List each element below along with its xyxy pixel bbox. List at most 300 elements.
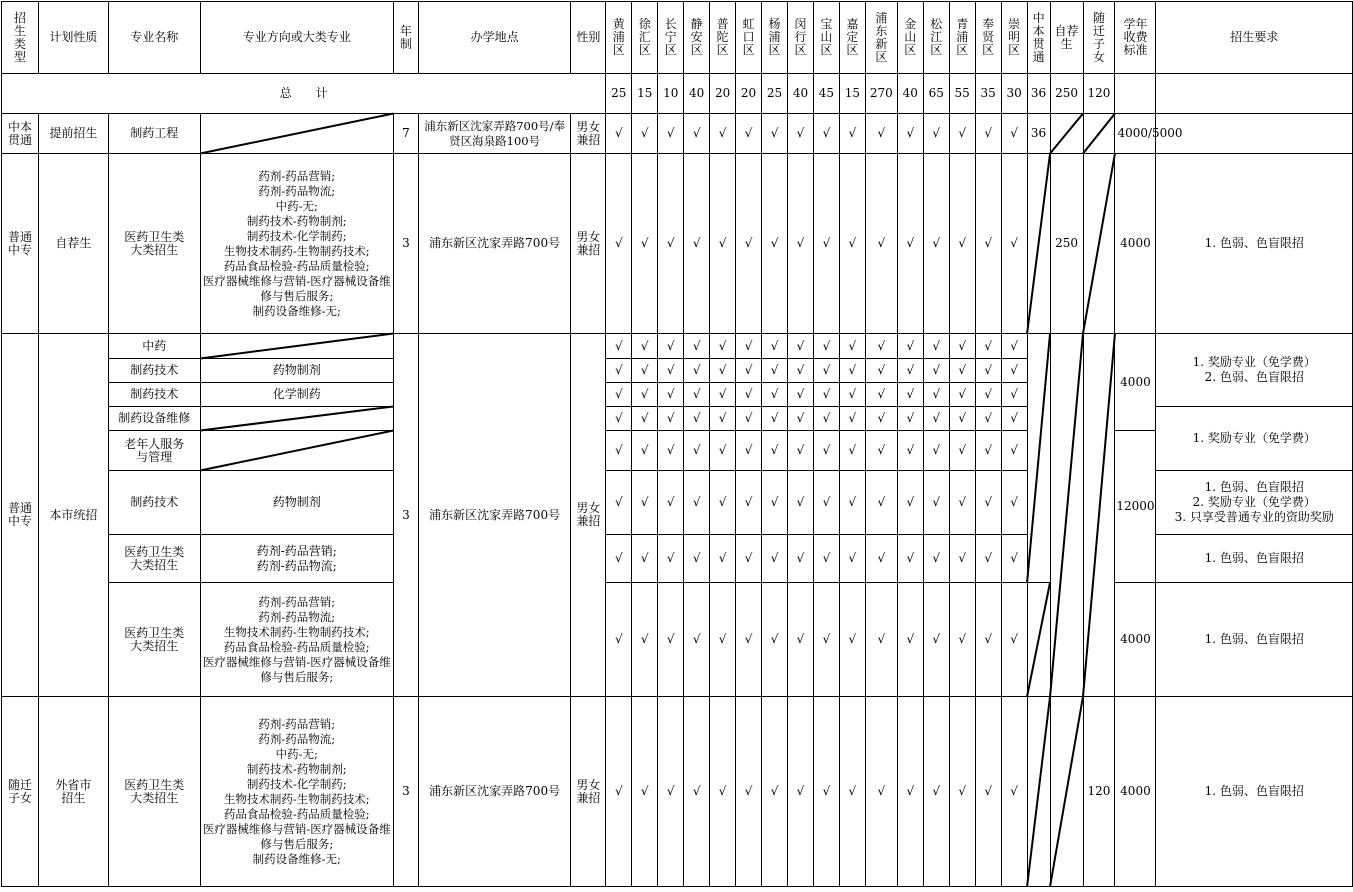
- check: √: [975, 471, 1001, 535]
- check: √: [658, 583, 684, 697]
- check: √: [923, 334, 949, 359]
- check: √: [684, 535, 710, 583]
- header-district: 闵行区: [788, 2, 814, 74]
- plan-row: [2, 431, 1353, 471]
- check: √: [839, 697, 865, 887]
- total-count: 35: [975, 74, 1001, 114]
- enrollment-type: 普通中专: [2, 334, 39, 697]
- check: √: [762, 697, 788, 887]
- fee: 4000: [1115, 697, 1156, 887]
- check: √: [865, 154, 897, 334]
- years: 3: [393, 154, 418, 334]
- check: √: [606, 535, 632, 583]
- header-district: 静安区: [684, 2, 710, 74]
- check: √: [897, 697, 923, 887]
- check: √: [710, 535, 736, 583]
- check: √: [839, 535, 865, 583]
- check: √: [710, 697, 736, 887]
- check: √: [865, 383, 897, 407]
- check: √: [658, 471, 684, 535]
- total-count: 15: [632, 74, 658, 114]
- check: √: [949, 359, 975, 383]
- check: √: [949, 407, 975, 431]
- fee: 4000: [1115, 583, 1156, 697]
- check: √: [975, 431, 1001, 471]
- check: √: [839, 359, 865, 383]
- check: √: [813, 154, 839, 334]
- check: √: [1001, 383, 1027, 407]
- header-location: 办学地点: [418, 2, 570, 74]
- check: √: [949, 431, 975, 471]
- zjs-empty: [1050, 114, 1083, 154]
- check: √: [788, 583, 814, 697]
- check: √: [684, 697, 710, 887]
- direction-empty: [200, 407, 393, 431]
- header-plan-nature: 计划性质: [38, 2, 108, 74]
- check: √: [658, 114, 684, 154]
- fee: 12000: [1115, 431, 1156, 583]
- check: √: [865, 407, 897, 431]
- check: √: [710, 431, 736, 471]
- location: 浦东新区沈家弄路700号/奉贤区海泉路100号: [418, 114, 570, 154]
- zbgt-empty: [1027, 583, 1050, 697]
- check: √: [865, 471, 897, 535]
- check: √: [684, 334, 710, 359]
- check: √: [1001, 114, 1027, 154]
- requirements: 1. 色弱、色盲限招: [1156, 154, 1353, 334]
- location: 浦东新区沈家弄路700号: [418, 334, 570, 697]
- zbgt-empty: [1027, 334, 1050, 583]
- major-name: 医药卫生类大类招生: [108, 154, 200, 334]
- check: √: [865, 535, 897, 583]
- check: √: [949, 383, 975, 407]
- check: √: [923, 407, 949, 431]
- check: √: [839, 407, 865, 431]
- check: √: [975, 334, 1001, 359]
- check: √: [897, 407, 923, 431]
- zbgt-empty: [1027, 154, 1050, 334]
- check: √: [923, 359, 949, 383]
- check: √: [632, 154, 658, 334]
- check: √: [762, 535, 788, 583]
- check: √: [788, 334, 814, 359]
- enrollment-type: 普通中专: [2, 154, 39, 334]
- check: √: [1001, 431, 1027, 471]
- check: √: [813, 407, 839, 431]
- header-district: 松江区: [923, 2, 949, 74]
- check: √: [684, 431, 710, 471]
- check: √: [923, 697, 949, 887]
- check: √: [897, 471, 923, 535]
- check: √: [632, 383, 658, 407]
- check: √: [658, 535, 684, 583]
- check: √: [710, 154, 736, 334]
- zbgt-empty: [1027, 697, 1050, 887]
- header-zjs: 自荐生: [1050, 2, 1083, 74]
- check: √: [684, 114, 710, 154]
- total-count: 40: [788, 74, 814, 114]
- location: 浦东新区沈家弄路700号: [418, 154, 570, 334]
- years: 3: [393, 697, 418, 887]
- check: √: [865, 359, 897, 383]
- check: √: [923, 114, 949, 154]
- check: √: [975, 114, 1001, 154]
- requirements: 1. 奖励专业（免学费）: [1156, 407, 1353, 471]
- check: √: [710, 471, 736, 535]
- check: √: [949, 154, 975, 334]
- check: √: [1001, 407, 1027, 431]
- enrollment-plan-table: [1, 1, 1353, 887]
- check: √: [839, 334, 865, 359]
- direction: 药物制剂: [200, 359, 393, 383]
- check: √: [632, 334, 658, 359]
- check: √: [736, 407, 762, 431]
- check: √: [949, 697, 975, 887]
- check: √: [762, 334, 788, 359]
- check: √: [923, 154, 949, 334]
- check: √: [736, 431, 762, 471]
- check: √: [897, 583, 923, 697]
- total-count: 40: [897, 74, 923, 114]
- check: √: [788, 431, 814, 471]
- check: √: [710, 334, 736, 359]
- total-label: 总 计: [2, 74, 606, 114]
- major-name: 制药技术: [108, 383, 200, 407]
- header-fee: 学年收费标准: [1115, 2, 1156, 74]
- check: √: [684, 407, 710, 431]
- check: √: [923, 431, 949, 471]
- header-sqzn: 随迁子女: [1083, 2, 1115, 74]
- years: 3: [393, 334, 418, 697]
- total-count: 40: [684, 74, 710, 114]
- check: √: [710, 583, 736, 697]
- requirements: 1. 色弱、色盲限招: [1156, 535, 1353, 583]
- header-direction: 专业方向或大类专业: [200, 2, 393, 74]
- major-name: 制药技术: [108, 471, 200, 535]
- total-sqzn: 120: [1083, 74, 1115, 114]
- total-count: 65: [923, 74, 949, 114]
- check: √: [897, 154, 923, 334]
- direction-list: 药剂-药品营销; 药剂-药品物流; 生物技术制药-生物制药技术; 药品食品检验-药品质量检验; 医疗器械维修与营销-医疗器械设备维修与售后服务;: [200, 583, 393, 697]
- years: 7: [393, 114, 418, 154]
- check: √: [658, 154, 684, 334]
- sqzn-empty: [1083, 114, 1115, 154]
- check: √: [736, 583, 762, 697]
- check: √: [788, 114, 814, 154]
- header-district: 浦东新区: [865, 2, 897, 74]
- fee: 4000: [1115, 154, 1156, 334]
- requirements: 1. 奖励专业（免学费） 2. 色弱、色盲限招: [1156, 334, 1353, 407]
- total-count: 270: [865, 74, 897, 114]
- check: √: [839, 583, 865, 697]
- check: √: [658, 431, 684, 471]
- check: √: [865, 431, 897, 471]
- requirements: 1. 色弱、色盲限招: [1156, 583, 1353, 697]
- check: √: [658, 383, 684, 407]
- plan-row: [2, 697, 1353, 887]
- plan-nature: 外省市招生: [38, 697, 108, 887]
- check: √: [658, 334, 684, 359]
- check: √: [813, 334, 839, 359]
- total-zbgt: 36: [1027, 74, 1050, 114]
- zjs-empty: [1050, 697, 1083, 887]
- check: √: [897, 114, 923, 154]
- major-name: 中药: [108, 334, 200, 359]
- header-years: 年制: [393, 2, 418, 74]
- check: √: [736, 383, 762, 407]
- requirements: 1. 色弱、色盲限招 2. 奖励专业（免学费） 3. 只享受普通专业的资助奖励: [1156, 471, 1353, 535]
- header-gender: 性别: [571, 2, 606, 74]
- plan-row: [2, 154, 1353, 334]
- header-district: 长宁区: [658, 2, 684, 74]
- check: √: [923, 383, 949, 407]
- check: √: [865, 583, 897, 697]
- check: √: [788, 359, 814, 383]
- direction: 药物制剂: [200, 471, 393, 535]
- zbgt-count: 36: [1027, 114, 1050, 154]
- check: √: [975, 383, 1001, 407]
- total-count: 15: [839, 74, 865, 114]
- header-major-name: 专业名称: [108, 2, 200, 74]
- check: √: [632, 431, 658, 471]
- check: √: [762, 583, 788, 697]
- header-zbgt: 中本贯通: [1027, 2, 1050, 74]
- check: √: [606, 583, 632, 697]
- check: √: [736, 471, 762, 535]
- header-district: 杨浦区: [762, 2, 788, 74]
- plan-nature: 自荐生: [38, 154, 108, 334]
- total-count: 45: [813, 74, 839, 114]
- check: √: [813, 583, 839, 697]
- gender: 男女兼招: [571, 154, 606, 334]
- header-row: [2, 2, 1353, 74]
- check: √: [813, 383, 839, 407]
- sqzn-empty: [1083, 334, 1115, 697]
- check: √: [813, 535, 839, 583]
- check: √: [897, 431, 923, 471]
- total-count: 20: [736, 74, 762, 114]
- major-name: 医药卫生类大类招生: [108, 583, 200, 697]
- gender: 男女兼招: [571, 114, 606, 154]
- header-district: 普陀区: [710, 2, 736, 74]
- check: √: [606, 431, 632, 471]
- sqzn-count: 120: [1083, 697, 1115, 887]
- check: √: [632, 359, 658, 383]
- check: √: [632, 471, 658, 535]
- check: √: [710, 114, 736, 154]
- check: √: [813, 471, 839, 535]
- total-requirements: [1156, 74, 1353, 114]
- requirements: 1. 色弱、色盲限招: [1156, 697, 1353, 887]
- total-count: 25: [606, 74, 632, 114]
- header-district: 虹口区: [736, 2, 762, 74]
- check: √: [1001, 334, 1027, 359]
- header-district: 黄浦区: [606, 2, 632, 74]
- check: √: [839, 154, 865, 334]
- check: √: [762, 114, 788, 154]
- check: √: [632, 407, 658, 431]
- check: √: [1001, 471, 1027, 535]
- major-name: 制药设备维修: [108, 407, 200, 431]
- check: √: [632, 697, 658, 887]
- check: √: [736, 154, 762, 334]
- header-enrollment-type: 招生类型: [2, 2, 39, 74]
- enrollment-type: 中本贯通: [2, 114, 39, 154]
- total-row: [2, 74, 1353, 114]
- sqzn-empty: [1083, 154, 1115, 334]
- check: √: [923, 471, 949, 535]
- check: √: [658, 359, 684, 383]
- plan-nature: 提前招生: [38, 114, 108, 154]
- location: 浦东新区沈家弄路700号: [418, 697, 570, 887]
- total-fee: [1115, 74, 1156, 114]
- direction-empty: [200, 334, 393, 359]
- check: √: [684, 359, 710, 383]
- direction-empty: [200, 431, 393, 471]
- check: √: [762, 383, 788, 407]
- check: √: [813, 114, 839, 154]
- total-count: 55: [949, 74, 975, 114]
- check: √: [1001, 154, 1027, 334]
- major-name: 医药卫生类大类招生: [108, 697, 200, 887]
- check: √: [658, 407, 684, 431]
- check: √: [736, 334, 762, 359]
- check: √: [606, 471, 632, 535]
- check: √: [710, 383, 736, 407]
- check: √: [975, 583, 1001, 697]
- check: √: [788, 471, 814, 535]
- check: √: [788, 383, 814, 407]
- check: √: [1001, 697, 1027, 887]
- check: √: [813, 359, 839, 383]
- check: √: [949, 114, 975, 154]
- check: √: [606, 383, 632, 407]
- header-district: 奉贤区: [975, 2, 1001, 74]
- gender: 男女兼招: [571, 334, 606, 697]
- header-district: 嘉定区: [839, 2, 865, 74]
- check: √: [606, 154, 632, 334]
- major-name: 制药技术: [108, 359, 200, 383]
- major-name: 医药卫生类大类招生: [108, 535, 200, 583]
- direction-list: 药剂-药品营销; 药剂-药品物流; 中药-无; 制药技术-药物制剂; 制药技术-化学制药; 生物技术制药-生物制药技术; 药品食品检验-药品质量检验; 医疗器械维修与营销-医疗器械设备维修与售后服务; 制药设备维修-无;: [200, 154, 393, 334]
- major-name: 老年人服务与管理: [108, 431, 200, 471]
- check: √: [813, 431, 839, 471]
- check: √: [975, 154, 1001, 334]
- total-count: 25: [762, 74, 788, 114]
- check: √: [762, 471, 788, 535]
- direction-list: 药剂-药品营销; 药剂-药品物流;: [200, 535, 393, 583]
- total-count: 20: [710, 74, 736, 114]
- header-district: 青浦区: [949, 2, 975, 74]
- header-district: 金山区: [897, 2, 923, 74]
- enrollment-type: 随迁子女: [2, 697, 39, 887]
- header-requirements: 招生要求: [1156, 2, 1353, 74]
- check: √: [684, 383, 710, 407]
- check: √: [606, 114, 632, 154]
- check: √: [865, 334, 897, 359]
- zjs-count: 250: [1050, 154, 1083, 334]
- check: √: [632, 114, 658, 154]
- requirements-empty: [1156, 114, 1353, 154]
- plan-row: [2, 334, 1353, 359]
- check: √: [684, 154, 710, 334]
- check: √: [839, 383, 865, 407]
- check: √: [736, 114, 762, 154]
- check: √: [736, 535, 762, 583]
- check: √: [897, 383, 923, 407]
- check: √: [975, 697, 1001, 887]
- check: √: [897, 334, 923, 359]
- check: √: [975, 407, 1001, 431]
- zjs-empty: [1050, 334, 1083, 697]
- check: √: [897, 359, 923, 383]
- check: √: [975, 359, 1001, 383]
- total-zjs: 250: [1050, 74, 1083, 114]
- check: √: [762, 359, 788, 383]
- check: √: [762, 431, 788, 471]
- fee: 4000/5000: [1115, 114, 1156, 154]
- check: √: [949, 334, 975, 359]
- check: √: [1001, 583, 1027, 697]
- check: √: [684, 471, 710, 535]
- check: √: [736, 359, 762, 383]
- total-count: 30: [1001, 74, 1027, 114]
- check: √: [658, 697, 684, 887]
- check: √: [813, 697, 839, 887]
- check: √: [606, 697, 632, 887]
- check: √: [865, 697, 897, 887]
- check: √: [632, 535, 658, 583]
- check: √: [1001, 535, 1027, 583]
- check: √: [710, 359, 736, 383]
- direction-list: 药剂-药品营销; 药剂-药品物流; 中药-无; 制药技术-药物制剂; 制药技术-化学制药; 生物技术制药-生物制药技术; 药品食品检验-药品质量检验; 医疗器械维修与营销-医疗器械设备维修与售后服务; 制药设备维修-无;: [200, 697, 393, 887]
- check: √: [949, 535, 975, 583]
- check: √: [710, 407, 736, 431]
- check: √: [606, 334, 632, 359]
- header-district: 徐汇区: [632, 2, 658, 74]
- check: √: [839, 114, 865, 154]
- check: √: [975, 535, 1001, 583]
- check: √: [949, 583, 975, 697]
- plan-row: [2, 583, 1353, 697]
- fee: 4000: [1115, 334, 1156, 431]
- plan-nature: 本市统招: [38, 334, 108, 697]
- check: √: [839, 431, 865, 471]
- check: √: [788, 535, 814, 583]
- check: √: [897, 535, 923, 583]
- header-district: 宝山区: [813, 2, 839, 74]
- gender: 男女兼招: [571, 697, 606, 887]
- direction-empty: [200, 114, 393, 154]
- check: √: [1001, 359, 1027, 383]
- check: √: [788, 154, 814, 334]
- major-name: 制药工程: [108, 114, 200, 154]
- check: √: [839, 471, 865, 535]
- total-count: 10: [658, 74, 684, 114]
- check: √: [865, 114, 897, 154]
- check: √: [684, 583, 710, 697]
- check: √: [923, 535, 949, 583]
- check: √: [762, 154, 788, 334]
- check: √: [949, 471, 975, 535]
- check: √: [606, 407, 632, 431]
- check: √: [762, 407, 788, 431]
- check: √: [788, 697, 814, 887]
- plan-row: [2, 114, 1353, 154]
- check: √: [923, 583, 949, 697]
- check: √: [788, 407, 814, 431]
- check: √: [606, 359, 632, 383]
